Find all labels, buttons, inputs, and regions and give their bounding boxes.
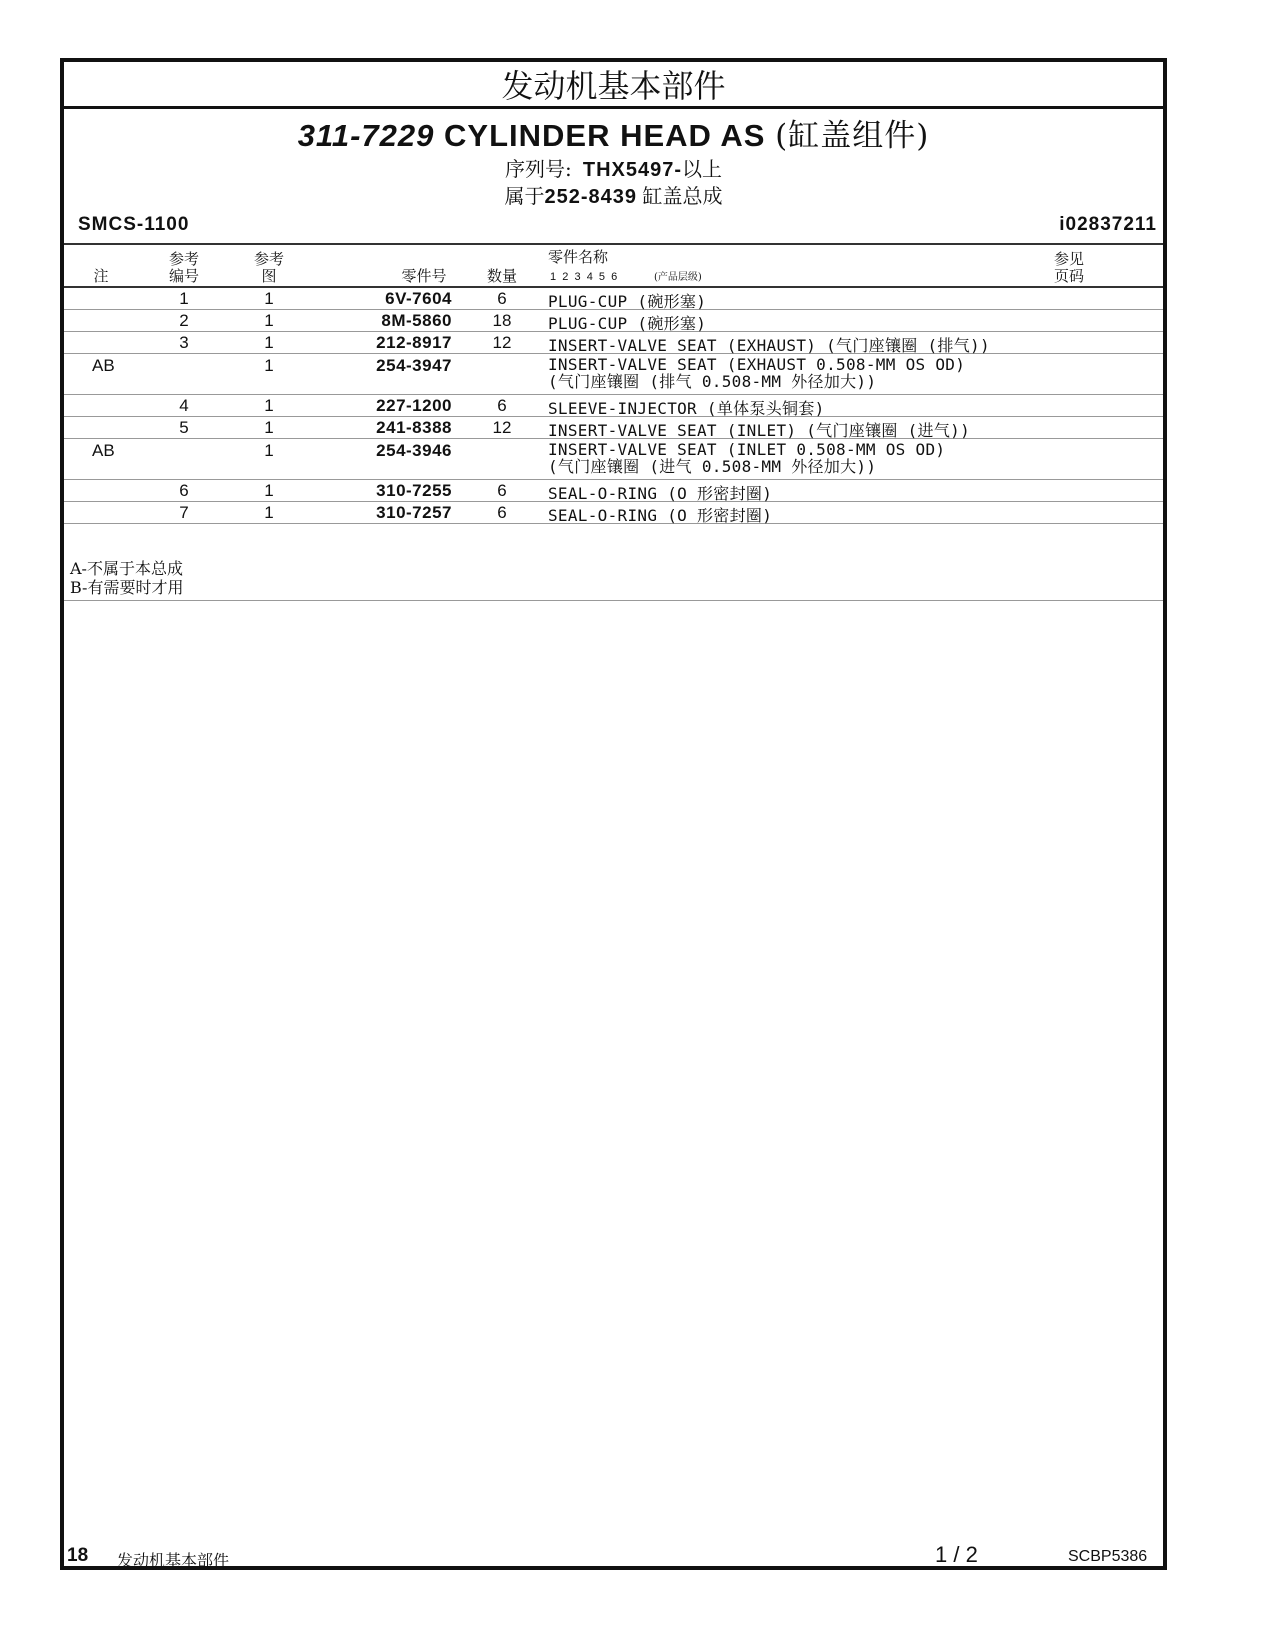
row-qty: 12 <box>492 333 512 352</box>
row-qty: 6 <box>497 396 507 415</box>
row-ref: 5 <box>179 418 189 437</box>
serial-suffix: 以上 <box>682 157 723 181</box>
row-part-name: PLUG-CUP (碗形塞) <box>548 292 707 311</box>
row-fig: 1 <box>264 311 274 330</box>
table-row <box>64 310 1163 332</box>
col-fig-bottom: 图 <box>261 267 277 285</box>
title-block <box>64 116 1163 210</box>
row-part-name: SLEEVE-INJECTOR (单体泵头铜套) <box>548 399 825 418</box>
row-fig: 1 <box>264 333 274 352</box>
table-row <box>64 332 1163 354</box>
col-page-top: 参见 <box>1053 250 1084 268</box>
row-ref: 4 <box>179 396 189 415</box>
row-ref: 1 <box>179 289 189 308</box>
row-fig: 1 <box>264 481 274 500</box>
row-part-number: 212-8917 <box>376 333 452 352</box>
divider <box>64 243 1163 245</box>
belongs-label: 属于 <box>504 184 545 208</box>
col-note: 注 <box>93 267 109 285</box>
serial-value: THX5497- <box>582 159 683 181</box>
row-part-number: 254-3946 <box>376 441 452 460</box>
footnote-b: B-有需要时才用 <box>70 578 184 597</box>
row-fig: 1 <box>264 356 274 375</box>
row-part-name: INSERT-VALVE SEAT (EXHAUST) (气门座镶圈 (排气)) <box>548 336 990 355</box>
assembly-name-zh: (缸盖组件) <box>775 118 930 154</box>
table-row <box>64 354 1163 395</box>
page-number: 18 <box>67 1545 89 1566</box>
table-row <box>64 417 1163 439</box>
serial-line <box>64 156 1163 183</box>
row-part-number: 310-7255 <box>376 481 452 500</box>
page-frame <box>60 58 1167 1570</box>
row-fig: 1 <box>264 418 274 437</box>
row-fig: 1 <box>264 396 274 415</box>
row-qty: 18 <box>492 311 512 330</box>
row-part-name-line1: INSERT-VALVE SEAT (EXHAUST 0.508-MM OS OD) <box>548 355 966 374</box>
col-ref-bottom: 编号 <box>168 267 199 285</box>
row-part-number: 241-8388 <box>376 418 452 437</box>
belongs-line <box>64 183 1163 210</box>
col-levels-note: (产品层级) <box>654 272 702 283</box>
row-part-name <box>548 441 945 475</box>
row-part-name: PLUG-CUP (碗形塞) <box>548 314 707 333</box>
row-part-number: 310-7257 <box>376 503 452 522</box>
row-part-name-line2: (气门座镶圈 (进气 0.508-MM 外径加大)) <box>548 457 877 476</box>
table-row <box>64 395 1163 417</box>
col-qty: 数量 <box>486 267 517 285</box>
assembly-name: CYLINDER HEAD AS <box>444 118 766 153</box>
row-part-name <box>548 356 965 390</box>
col-levels: 1 2 3 4 5 6 <box>550 271 618 283</box>
row-ref: 6 <box>179 481 189 500</box>
col-part-number: 零件号 <box>401 267 447 285</box>
row-ref: 3 <box>179 333 189 352</box>
row-part-name: SEAL-O-RING (O 形密封圈) <box>548 506 773 525</box>
table-row <box>64 480 1163 502</box>
belongs-suffix: 缸盖总成 <box>642 184 723 208</box>
row-part-name-line2: (气门座镶圈 (排气 0.508-MM 外径加大)) <box>548 372 877 391</box>
table-row <box>64 439 1163 480</box>
row-ref: 2 <box>179 311 189 330</box>
smcs-code: SMCS-1100 <box>78 214 190 235</box>
row-part-number: 6V-7604 <box>385 289 452 308</box>
footnote-a: A-不属于本总成 <box>70 559 183 578</box>
belongs-value: 252-8439 <box>544 186 637 208</box>
footnotes <box>70 559 183 597</box>
table-row <box>64 502 1163 524</box>
row-ref: 7 <box>179 503 189 522</box>
row-fig: 1 <box>264 289 274 308</box>
document-code: SCBP5386 <box>1068 1548 1148 1565</box>
section-title: 发动机基本部件 <box>64 62 1163 109</box>
row-part-name: INSERT-VALVE SEAT (INLET) (气门座镶圈 (进气)) <box>548 421 971 440</box>
assembly-title <box>64 116 1163 156</box>
col-name: 零件名称 <box>548 248 609 266</box>
illustration-id: i02837211 <box>1059 214 1157 235</box>
table-header <box>64 248 1163 288</box>
col-ref-top: 参考 <box>168 250 199 268</box>
parts-table-body <box>64 288 1163 524</box>
row-qty: 6 <box>497 503 507 522</box>
col-fig-top: 参考 <box>253 250 284 268</box>
row-fig: 1 <box>264 503 274 522</box>
divider <box>64 600 1163 601</box>
table-row <box>64 288 1163 310</box>
row-part-number: 8M-5860 <box>381 311 452 330</box>
serial-label: 序列号: <box>504 157 572 181</box>
assembly-part-number: 311-7229 <box>297 118 435 153</box>
row-qty: 12 <box>492 418 512 437</box>
row-part-name-line1: INSERT-VALVE SEAT (INLET 0.508-MM OS OD) <box>548 440 946 459</box>
row-part-number: 227-1200 <box>376 396 452 415</box>
row-qty: 6 <box>497 289 507 308</box>
row-part-name: SEAL-O-RING (O 形密封圈) <box>548 484 773 503</box>
row-part-number: 254-3947 <box>376 356 452 375</box>
page-count: 1 / 2 <box>935 1542 978 1567</box>
row-note: AB <box>92 356 115 375</box>
footer-section-title: 发动机基本部件 <box>117 1551 230 1570</box>
row-fig: 1 <box>264 441 274 460</box>
row-note: AB <box>92 441 115 460</box>
row-qty: 6 <box>497 481 507 500</box>
col-page-bottom: 页码 <box>1053 267 1084 285</box>
